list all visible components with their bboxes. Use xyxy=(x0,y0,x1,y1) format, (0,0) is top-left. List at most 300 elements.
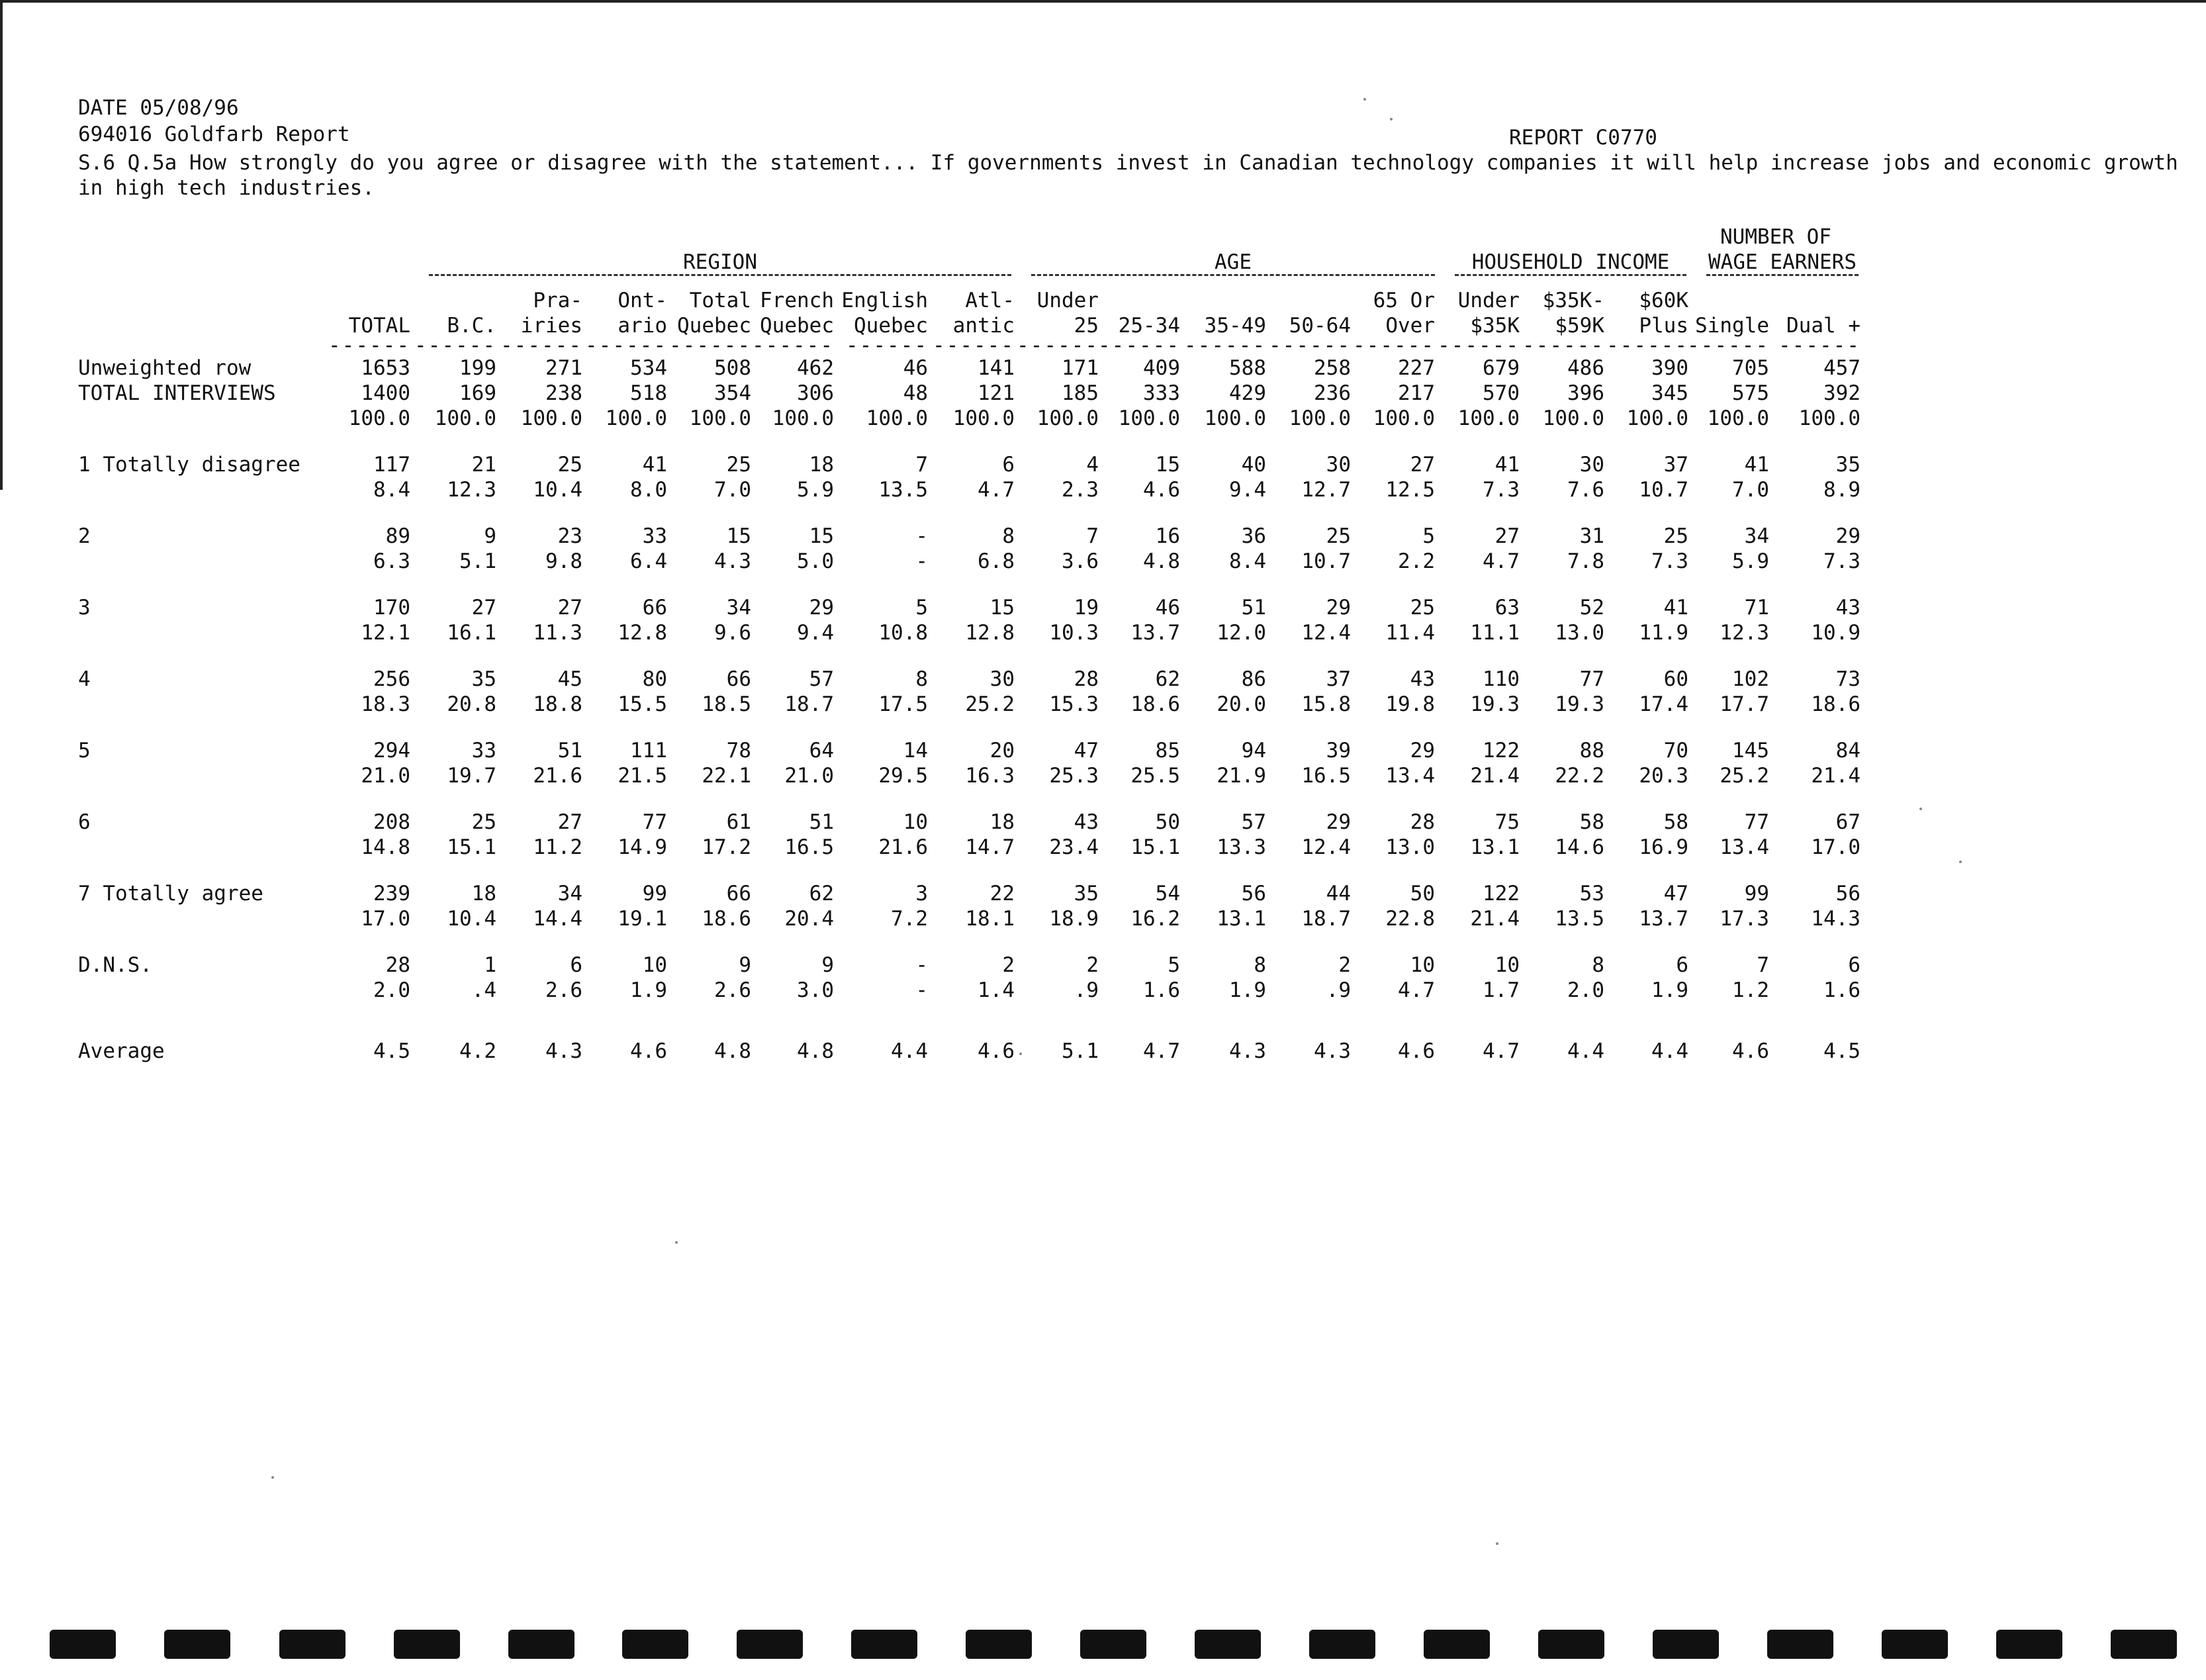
table-cell: 12.1 xyxy=(361,621,410,645)
table-cell: 40 xyxy=(1241,453,1266,477)
table-cell: 16.3 xyxy=(965,764,1015,788)
table-cell: 5 xyxy=(1422,524,1435,548)
table-cell: 99 xyxy=(642,882,667,906)
table-cell: 20.4 xyxy=(784,907,834,931)
table-cell: 61 xyxy=(726,810,751,834)
table-cell: 141 xyxy=(978,356,1015,380)
question-text: S.6 Q.5a How strongly do you agree or disagree with the statement... If governments invest in Canadian technology companies it will help increase jobs and economic growth in high tech industries. xyxy=(78,151,2178,200)
row-label: 7 Totally agree xyxy=(78,882,263,906)
row-label: 6 xyxy=(78,810,91,834)
table-cell: 7.3 xyxy=(1823,549,1861,573)
table-cell: 7 xyxy=(1086,524,1099,548)
table-cell: 238 xyxy=(545,381,582,405)
feed-hole xyxy=(50,1630,116,1659)
table-cell: 71 xyxy=(1744,596,1769,620)
table-cell: 121 xyxy=(978,381,1015,405)
table-cell: 21.6 xyxy=(533,764,582,788)
table-cell: 13.7 xyxy=(1130,621,1180,645)
table-cell: 4.8 xyxy=(714,1039,751,1063)
column-header: Under xyxy=(1457,289,1520,312)
table-cell: 199 xyxy=(459,356,496,380)
table-cell: 18.7 xyxy=(1301,907,1351,931)
column-header: 65 Or xyxy=(1373,289,1435,312)
table-cell: 34 xyxy=(726,596,751,620)
table-cell: 9.6 xyxy=(714,621,751,645)
scan-speck xyxy=(1363,98,1366,101)
column-header: TOTAL xyxy=(348,314,410,338)
table-cell: 88 xyxy=(1579,739,1604,763)
table-cell: 4.6 xyxy=(978,1039,1015,1063)
table-row xyxy=(78,406,2196,432)
table-cell: 18 xyxy=(989,810,1015,834)
row-gap xyxy=(78,646,2196,667)
table-cell: 21.9 xyxy=(1217,764,1266,788)
column-dash: ------ xyxy=(585,334,667,357)
row-label: 3 xyxy=(78,596,91,620)
table-cell: 50 xyxy=(1155,810,1180,834)
column-header: English xyxy=(841,289,928,312)
table-cell: 19.3 xyxy=(1555,692,1604,716)
table-cell: 1.4 xyxy=(978,978,1015,1002)
table-cell: 18 xyxy=(471,882,496,906)
table-cell: 17.7 xyxy=(1720,692,1769,716)
table-cell: 66 xyxy=(726,882,751,906)
table-cell: 25.2 xyxy=(965,692,1015,716)
table-cell: 100.0 xyxy=(952,406,1015,430)
table-cell: 10.8 xyxy=(878,621,928,645)
table-cell: 9 xyxy=(739,953,751,977)
table-cell: 19 xyxy=(1074,596,1099,620)
table-cell: 7.0 xyxy=(714,478,751,502)
table-cell: 100.0 xyxy=(520,406,582,430)
table-cell: 5 xyxy=(1168,953,1180,977)
table-cell: 33 xyxy=(642,524,667,548)
table-cell: 170 xyxy=(373,596,410,620)
table-cell: 2 xyxy=(1002,953,1015,977)
table-cell: 2 xyxy=(1086,953,1099,977)
table-cell: 43 xyxy=(1074,810,1099,834)
table-cell: 14.6 xyxy=(1555,835,1604,859)
table-cell: 1.6 xyxy=(1143,978,1180,1002)
table-row xyxy=(78,764,2196,789)
column-dash: ------ xyxy=(1606,334,1688,357)
table-cell: 18.3 xyxy=(361,692,410,716)
column-header: $59K xyxy=(1555,314,1604,338)
table-cell: 34 xyxy=(1744,524,1769,548)
table-cell: 429 xyxy=(1229,381,1266,405)
table-cell: 236 xyxy=(1314,381,1351,405)
table-cell: 10.7 xyxy=(1301,549,1351,573)
table-cell: 25 xyxy=(1663,524,1688,548)
table-cell: 18.9 xyxy=(1049,907,1099,931)
table-cell: 60 xyxy=(1663,667,1688,691)
table-cell: 10 xyxy=(1410,953,1435,977)
table-cell: 25 xyxy=(557,453,582,477)
table-cell: 9.8 xyxy=(545,549,582,573)
table-cell: 486 xyxy=(1567,356,1604,380)
column-header: iries xyxy=(520,314,582,338)
table-cell: 15 xyxy=(1155,453,1180,477)
tractor-feed-holes xyxy=(0,1630,2206,1663)
table-cell: 13.1 xyxy=(1217,907,1266,931)
table-cell: 70 xyxy=(1663,739,1688,763)
table-cell: 306 xyxy=(797,381,834,405)
table-cell: 2 xyxy=(1338,953,1351,977)
table-cell: 5.9 xyxy=(797,478,834,502)
column-header: antic xyxy=(952,314,1015,338)
table-cell: 145 xyxy=(1732,739,1769,763)
table-row xyxy=(78,882,2196,907)
table-cell: 34 xyxy=(557,882,582,906)
table-cell: 57 xyxy=(809,667,834,691)
table-cell: 21 xyxy=(471,453,496,477)
table-cell: 41 xyxy=(1494,453,1520,477)
column-header: $35K xyxy=(1470,314,1520,338)
table-cell: 58 xyxy=(1663,810,1688,834)
table-cell: 4.4 xyxy=(1651,1039,1688,1063)
column-header: Pra- xyxy=(533,289,582,312)
row-gap xyxy=(78,932,2196,953)
table-cell: 8.0 xyxy=(630,478,667,502)
feed-hole xyxy=(164,1630,230,1659)
table-cell: 333 xyxy=(1143,381,1180,405)
column-header: Total xyxy=(689,289,751,312)
table-cell: 16.1 xyxy=(447,621,496,645)
page-left-border xyxy=(0,0,3,490)
table-cell: 100.0 xyxy=(1373,406,1435,430)
table-cell: 100.0 xyxy=(1626,406,1688,430)
table-cell: 19.8 xyxy=(1385,692,1435,716)
table-cell: 21.0 xyxy=(784,764,834,788)
table-cell: 67 xyxy=(1835,810,1861,834)
table-cell: 1 xyxy=(484,953,496,977)
table-cell: 29 xyxy=(1410,739,1435,763)
table-cell: 271 xyxy=(545,356,582,380)
table-cell: 575 xyxy=(1732,381,1769,405)
table-cell: 11.3 xyxy=(533,621,582,645)
table-cell: 28 xyxy=(385,953,410,977)
table-cell: 75 xyxy=(1494,810,1520,834)
group-label-wage-earners: WAGE EARNERS xyxy=(1708,250,1857,274)
column-header: $60K xyxy=(1639,289,1688,312)
table-cell: 457 xyxy=(1823,356,1861,380)
table-cell: 23.4 xyxy=(1049,835,1099,859)
feed-hole xyxy=(851,1630,917,1659)
table-cell: 15.5 xyxy=(618,692,667,716)
table-cell: 16.5 xyxy=(784,835,834,859)
table-cell: 390 xyxy=(1651,356,1688,380)
table-cell: 16.9 xyxy=(1639,835,1688,859)
table-cell: 2.3 xyxy=(1062,478,1099,502)
row-label: 1 Totally disagree xyxy=(78,453,300,477)
table-cell: 19.3 xyxy=(1470,692,1520,716)
group-label-age: AGE xyxy=(1215,250,1252,274)
table-row xyxy=(78,810,2196,835)
table-cell: 5.1 xyxy=(459,549,496,573)
column-header-row-1 xyxy=(78,289,2196,314)
table-cell: 8.4 xyxy=(373,478,410,502)
table-cell: 588 xyxy=(1229,356,1266,380)
table-cell: 17.3 xyxy=(1720,907,1769,931)
column-dash: ------ xyxy=(933,334,1015,357)
table-cell: 62 xyxy=(1155,667,1180,691)
table-cell: 35 xyxy=(471,667,496,691)
table-cell: 6 xyxy=(1676,953,1688,977)
table-cell: 6.4 xyxy=(630,549,667,573)
table-cell: 64 xyxy=(809,739,834,763)
table-cell: 11.1 xyxy=(1470,621,1520,645)
table-cell: 14.3 xyxy=(1811,907,1861,931)
table-cell: 77 xyxy=(1579,667,1604,691)
table-row xyxy=(78,381,2196,406)
table-cell: 4.7 xyxy=(978,478,1015,502)
table-row xyxy=(78,621,2196,646)
table-cell: 705 xyxy=(1732,356,1769,380)
table-cell: 111 xyxy=(630,739,667,763)
table-row xyxy=(78,667,2196,692)
table-cell: 4.7 xyxy=(1483,1039,1520,1063)
table-cell: 217 xyxy=(1398,381,1435,405)
table-cell: 6 xyxy=(1848,953,1861,977)
feed-hole xyxy=(1882,1630,1948,1659)
table-cell: 2.2 xyxy=(1398,549,1435,573)
table-cell: 11.2 xyxy=(533,835,582,859)
table-cell: 7.0 xyxy=(1732,478,1769,502)
column-dash: ------ xyxy=(752,334,834,357)
table-cell: 10.3 xyxy=(1049,621,1099,645)
table-cell: 19.7 xyxy=(447,764,496,788)
table-cell: 16 xyxy=(1155,524,1180,548)
table-cell: 17.2 xyxy=(702,835,751,859)
column-header: Quebec xyxy=(854,314,928,338)
table-cell: 17.4 xyxy=(1639,692,1688,716)
table-cell: 33 xyxy=(471,739,496,763)
table-cell: 46 xyxy=(1155,596,1180,620)
group-label-number-of: NUMBER OF xyxy=(1720,225,1831,249)
scan-speck xyxy=(271,1476,274,1479)
table-cell: 12.4 xyxy=(1301,835,1351,859)
table-cell: 13.1 xyxy=(1470,835,1520,859)
table-cell: 20.3 xyxy=(1639,764,1688,788)
table-cell: 10.9 xyxy=(1811,621,1861,645)
table-cell: 4.6 xyxy=(1143,478,1180,502)
table-cell: 3 xyxy=(915,882,928,906)
row-gap xyxy=(78,1003,2196,1039)
table-cell: 21.0 xyxy=(361,764,410,788)
table-cell: 41 xyxy=(1744,453,1769,477)
table-cell: 17.0 xyxy=(1811,835,1861,859)
row-gap xyxy=(78,861,2196,882)
table-cell: 6.8 xyxy=(978,549,1015,573)
table-cell: 29 xyxy=(1835,524,1861,548)
table-cell: 80 xyxy=(642,667,667,691)
scan-speck xyxy=(1959,861,1962,863)
table-row xyxy=(78,953,2196,978)
table-cell: 6 xyxy=(1002,453,1015,477)
table-cell: 13.7 xyxy=(1639,907,1688,931)
column-header: Plus xyxy=(1639,314,1688,338)
table-cell: 31 xyxy=(1579,524,1604,548)
row-gap xyxy=(78,789,2196,810)
table-cell: 54 xyxy=(1155,882,1180,906)
table-cell: 16.5 xyxy=(1301,764,1351,788)
feed-hole xyxy=(1538,1630,1604,1659)
table-row xyxy=(78,978,2196,1003)
table-cell: 9.4 xyxy=(797,621,834,645)
table-cell: 15.8 xyxy=(1301,692,1351,716)
table-cell: 8.4 xyxy=(1229,549,1266,573)
table-cell: 14.7 xyxy=(965,835,1015,859)
column-dash: ------ xyxy=(1778,334,1861,357)
table-cell: 7.8 xyxy=(1567,549,1604,573)
table-cell: 1.9 xyxy=(1229,978,1266,1002)
table-cell: 46 xyxy=(903,356,928,380)
table-cell: 8 xyxy=(915,667,928,691)
table-cell: 16.2 xyxy=(1130,907,1180,931)
column-header: French xyxy=(760,289,834,312)
column-dash: ------ xyxy=(1184,334,1266,357)
column-header: Dual + xyxy=(1786,314,1861,338)
table-cell: 2.6 xyxy=(714,978,751,1002)
feed-hole xyxy=(966,1630,1032,1659)
table-cell: 100.0 xyxy=(772,406,834,430)
group-header-row-1 xyxy=(78,225,2196,250)
feed-hole xyxy=(1767,1630,1833,1659)
table-cell: 1.7 xyxy=(1483,978,1520,1002)
table-cell: 12.3 xyxy=(447,478,496,502)
feed-hole xyxy=(737,1630,803,1659)
table-cell: 2.6 xyxy=(545,978,582,1002)
row-label: 5 xyxy=(78,739,91,763)
page-top-border xyxy=(0,0,2206,3)
table-cell: 256 xyxy=(373,667,410,691)
table-cell: 508 xyxy=(714,356,751,380)
table-cell: 25 xyxy=(471,810,496,834)
table-cell: 518 xyxy=(630,381,667,405)
table-cell: 354 xyxy=(714,381,751,405)
table-cell: 99 xyxy=(1744,882,1769,906)
table-cell: 15.1 xyxy=(447,835,496,859)
table-cell: 8.9 xyxy=(1823,478,1861,502)
feed-hole xyxy=(394,1630,460,1659)
table-cell: 100.0 xyxy=(1204,406,1266,430)
scan-speck xyxy=(1919,808,1922,810)
table-cell: 37 xyxy=(1663,453,1688,477)
column-header: Quebec xyxy=(760,314,834,338)
table-cell: 13.4 xyxy=(1385,764,1435,788)
table-cell: 1653 xyxy=(361,356,410,380)
group-label-region: REGION xyxy=(683,250,757,274)
row-label: 4 xyxy=(78,667,91,691)
table-cell: 28 xyxy=(1410,810,1435,834)
table-row xyxy=(78,453,2196,478)
table-cell: 570 xyxy=(1483,381,1520,405)
table-cell: 25.3 xyxy=(1049,764,1099,788)
table-cell: 4.5 xyxy=(373,1039,410,1063)
table-cell: 29 xyxy=(1326,596,1351,620)
table-cell: 5.0 xyxy=(797,549,834,573)
table-cell: 56 xyxy=(1241,882,1266,906)
table-cell: 100.0 xyxy=(348,406,410,430)
row-gap xyxy=(78,575,2196,596)
table-cell: 1.2 xyxy=(1732,978,1769,1002)
table-cell: 10.4 xyxy=(447,907,496,931)
table-cell: 4.5 xyxy=(1823,1039,1861,1063)
table-cell: 4.6 xyxy=(1732,1039,1769,1063)
table-cell: 12.8 xyxy=(618,621,667,645)
scan-speck xyxy=(675,1241,678,1244)
table-cell: 8 xyxy=(1254,953,1266,977)
table-cell: 100.0 xyxy=(1118,406,1180,430)
table-cell: 122 xyxy=(1483,739,1520,763)
table-cell: 27 xyxy=(1410,453,1435,477)
table-cell: 29.5 xyxy=(878,764,928,788)
report-header xyxy=(78,95,350,148)
table-cell: 4 xyxy=(1086,453,1099,477)
column-header: $35K- xyxy=(1542,289,1604,312)
row-label: Unweighted row xyxy=(78,356,252,380)
table-cell: 19.1 xyxy=(618,907,667,931)
table-cell: 10.7 xyxy=(1639,478,1688,502)
table-cell: 409 xyxy=(1143,356,1180,380)
table-cell: 56 xyxy=(1835,882,1861,906)
table-cell: 12.5 xyxy=(1385,478,1435,502)
table-cell: 3.0 xyxy=(797,978,834,1002)
table-cell: 15 xyxy=(989,596,1015,620)
table-cell: 25 xyxy=(1326,524,1351,548)
table-cell: 6.3 xyxy=(373,549,410,573)
table-cell: 13.5 xyxy=(878,478,928,502)
column-header: ario xyxy=(618,314,667,338)
table-cell: 239 xyxy=(373,882,410,906)
table-cell: 20 xyxy=(989,739,1015,763)
table-cell: 9 xyxy=(484,524,496,548)
table-cell: 10 xyxy=(1494,953,1520,977)
row-label: Average xyxy=(78,1039,165,1063)
table-cell: 4.3 xyxy=(714,549,751,573)
table-cell: 25.2 xyxy=(1720,764,1769,788)
table-cell: 47 xyxy=(1074,739,1099,763)
column-dash: ------ xyxy=(1017,334,1099,357)
table-cell: 7 xyxy=(915,453,928,477)
table-cell: .9 xyxy=(1326,978,1351,1002)
table-cell: 62 xyxy=(809,882,834,906)
table-cell: 35 xyxy=(1074,882,1099,906)
table-cell: 12.8 xyxy=(965,621,1015,645)
table-cell: 4.3 xyxy=(1229,1039,1266,1063)
table-row xyxy=(78,692,2196,718)
table-cell: 50 xyxy=(1410,882,1435,906)
column-header: 25-34 xyxy=(1118,314,1180,338)
table-cell: 8 xyxy=(1002,524,1015,548)
report-id: REPORT C0770 xyxy=(1509,126,1657,150)
table-cell: 43 xyxy=(1835,596,1861,620)
table-cell: 13.4 xyxy=(1720,835,1769,859)
column-header: Single xyxy=(1695,314,1769,338)
table-cell: 185 xyxy=(1062,381,1099,405)
table-row xyxy=(78,596,2196,621)
table-cell: - xyxy=(915,549,928,573)
column-dash: ------ xyxy=(1269,334,1351,357)
column-dash: ------ xyxy=(1438,334,1520,357)
table-cell: 21.4 xyxy=(1470,907,1520,931)
table-cell: 4.6 xyxy=(1398,1039,1435,1063)
table-cell: 52 xyxy=(1579,596,1604,620)
scan-speck xyxy=(1019,1052,1022,1055)
table-cell: 4.8 xyxy=(797,1039,834,1063)
table-row xyxy=(78,835,2196,861)
table-cell: 27 xyxy=(471,596,496,620)
